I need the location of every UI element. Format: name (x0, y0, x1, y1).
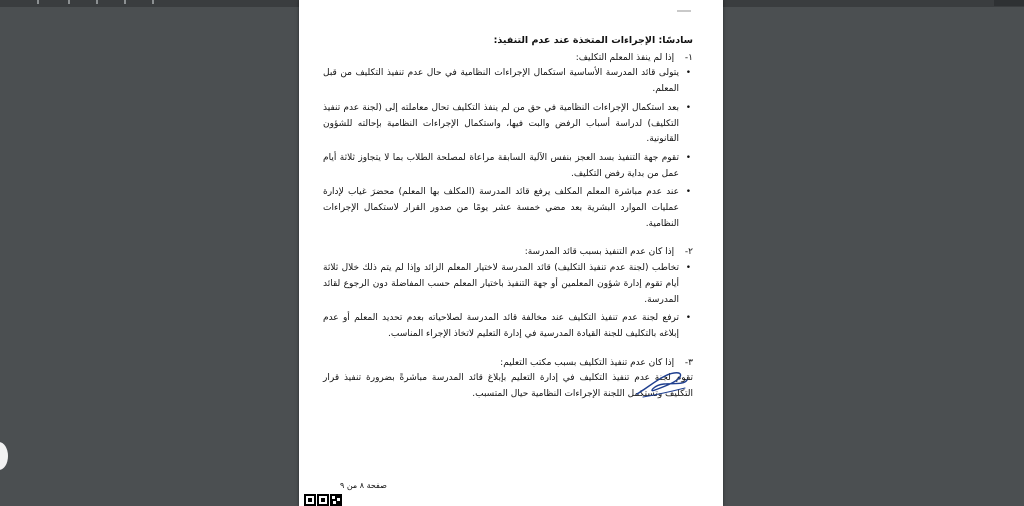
bullet-icon: • (685, 68, 691, 79)
bullet-icon: • (685, 102, 691, 113)
bullet-item (323, 185, 693, 232)
document-content (323, 33, 693, 403)
bullet-text: تقوم جهة التنفيذ بسد العجز بنفس الآلية السابقة مراعاة لمصلحة الطلاب بما لا يتجاوز ثلاثة أيام عمل من بداية رفض التكليف. (323, 152, 679, 179)
document-page (299, 0, 723, 506)
bullet-item (323, 261, 693, 308)
spacer (323, 346, 693, 355)
bullet-icon: • (685, 152, 691, 163)
signature-icon (633, 368, 691, 400)
item-3-title-text: إذا كان عدم تنفيذ التكليف بسبب مكتب التعليم: (500, 357, 675, 368)
item-1-title (323, 51, 693, 67)
page-number-footer: صفحة ٨ من ٩ (340, 481, 387, 490)
bullet-item (323, 101, 693, 148)
bullet-item (323, 311, 693, 342)
spacer (323, 235, 693, 244)
item-3-paragraph: تقوم لجنة عدم تنفيذ التكليف في إدارة التعليم بإبلاغ قائد المدرسة مباشرةً بضرورة تنفيذ قرار التكليف وتستكمل اللجنة الإجراءات النظامية حيال المتسبب. (323, 373, 693, 400)
bullet-text: ترفع لجنة عدم تنفيذ التكليف عند مخالفة قائد المدرسة لصلاحياته بعدم تحديد المعلم أو عدم إبلاغه بالتكليف للجنة القيادة المدرسية في إدارة التعليم لاتخاذ الإجراء المناسب. (323, 313, 679, 339)
bullet-icon: • (685, 263, 691, 274)
bullet-text: عند عدم مباشرة المعلم المكلف يرفع قائد المدرسة (المكلف بها المعلم) محضرَ غياب لإدارة عمليات الموارد البشرية بعد مضي خمسة عشر يومًا من صدور القرار لاستكمال الإجراءات النظامية. (323, 187, 679, 229)
bullet-item (323, 66, 693, 97)
page-top-mark (677, 10, 691, 12)
item-2-title-text: إذا كان عدم التنفيذ بسبب قائد المدرسة: (524, 247, 675, 258)
toolbar-button[interactable] (994, 0, 1024, 6)
qr-code-icon (304, 493, 342, 506)
toolbar-tick (68, 0, 70, 4)
toolbar-tick (124, 0, 126, 4)
bullet-text: بعد استكمال الإجراءات النظامية في حق من لم ينفذ التكليف تحال معاملته إلى (لجنة عدم تنفيذ التكليف) لدراسة أسباب الرفض والبت فيها، واستكمال الإجراءات النظامية بإحالته للشؤون القانونية. (323, 102, 679, 145)
bullet-item (323, 151, 693, 182)
side-panel-handle[interactable] (0, 442, 8, 470)
toolbar-tick (152, 0, 154, 4)
item-2-number: ٢- (684, 247, 693, 258)
bullet-icon: • (685, 187, 691, 198)
bullet-text: تخاطب (لجنة عدم تنفيذ التكليف) قائد المدرسة لاختيار المعلم الزائد وإذا لم يتم ذلك خلال ثلاثة أيام تقوم إدارة شؤون المعلمين أو جهة التنفيذ باختيار المعلم حسب المفاضلة دون الرجوع لقائد المدرسة. (323, 263, 679, 305)
toolbar-tick (96, 0, 98, 4)
section-heading: سادسًا: الإجراءات المتخذة عند عدم التنفيذ: (493, 35, 693, 46)
bullet-icon: • (685, 313, 691, 324)
bullet-text: يتولى قائد المدرسة الأساسية استكمال الإجراءات النظامية في حال عدم تنفيذ التكليف من قبل المعلم. (323, 68, 679, 95)
toolbar-tick (37, 0, 39, 4)
item-3-number: ٣- (684, 357, 693, 368)
item-1-title-text: إذا لم ينفذ المعلم التكليف: (575, 52, 675, 63)
item-2-title (323, 245, 693, 261)
item-1-number: ١- (684, 52, 693, 63)
